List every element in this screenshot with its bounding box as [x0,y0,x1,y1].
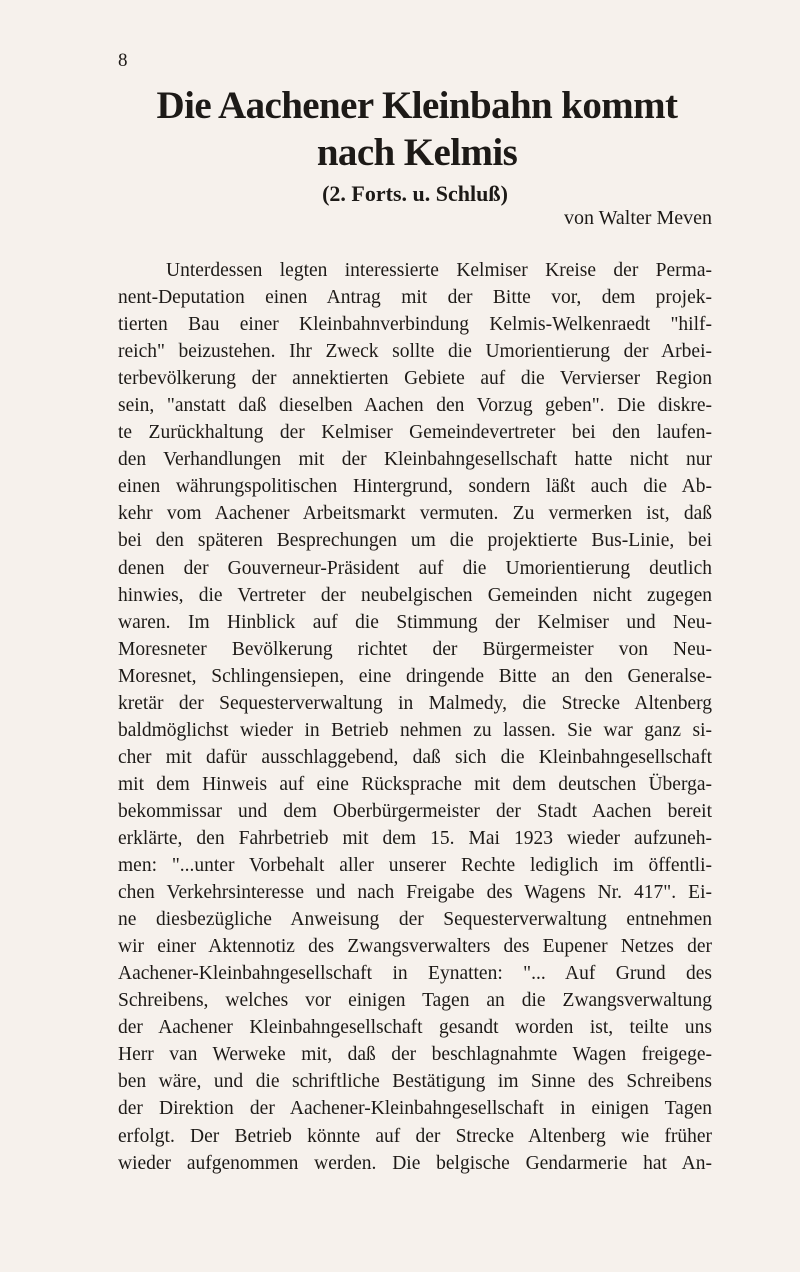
body-line: Herr van Werweke mit, daß der beschlagnahmte Wagen freigege- [118,1044,712,1066]
body-line: einen währungspolitischen Hintergrund, sondern läßt auch die Ab- [118,476,712,498]
body-line: erklärte, den Fahrbetrieb mit dem 15. Mai 1923 wieder aufzuneh- [118,827,712,849]
body-line: Moresneter Bevölkerung richtet der Bürgermeister von Neu- [118,638,712,660]
article-subtitle: (2. Forts. u. Schluß) [322,181,508,206]
body-line: wieder aufgenommen werden. Die belgische Gendarmerie hat An- [118,1152,712,1174]
body-line: nent-Deputation einen Antrag mit der Bitte vor, dem projek- [118,287,712,309]
body-line: tierten Bau einer Kleinbahnverbindung Kelmis-Welkenraedt "hilf- [118,314,712,336]
body-line: der Direktion der Aachener-Kleinbahngesellschaft in einigen Tagen [118,1098,712,1120]
body-line: erfolgt. Der Betrieb könnte auf der Strecke Altenberg wie früher [118,1125,712,1147]
body-line: kretär der Sequesterverwaltung in Malmedy, die Strecke Altenberg [118,692,712,714]
body-line: bei den späteren Besprechungen um die projektierte Bus-Linie, bei [118,530,712,552]
body-line: Unterdessen legten interessierte Kelmiser Kreise der Perma- [166,260,712,281]
body-line: cher mit dafür ausschlaggebend, daß sich die Kleinbahngesellschaft [118,746,712,768]
body-line: wir einer Aktennotiz des Zwangsverwalters des Eupener Netzes der [118,936,712,958]
author-byline: von Walter Meven [564,207,712,229]
body-line: Moresnet, Schlingensiepen, eine dringende Bitte an den Generalse- [118,665,712,687]
body-line: te Zurückhaltung der Kelmiser Gemeindevertreter bei den laufen- [118,422,712,444]
body-line: chen Verkehrsinteresse und nach Freigabe des Wagens Nr. 417". Ei- [118,882,712,904]
article-body [118,257,712,1177]
body-line: waren. Im Hinblick auf die Stimmung der Kelmiser und Neu- [118,611,712,633]
article-title: Die Aachener Kleinbahn kommt nach Kelmis [156,84,678,174]
body-line: kehr vom Aachener Arbeitsmarkt vermuten. Zu vermerken ist, daß [118,503,712,525]
body-line: denen der Gouverneur-Präsident auf die Umorientierung deutlich [118,557,712,579]
body-line: sein, "anstatt daß dieselben Aachen den Vorzug geben". Die diskre- [118,395,712,417]
body-line: den Verhandlungen mit der Kleinbahngesellschaft hatte nicht nur [118,449,712,471]
body-line: bekommissar und dem Oberbürgermeister der Stadt Aachen bereit [118,800,712,822]
body-line: mit dem Hinweis auf eine Rücksprache mit dem deutschen Überga- [118,773,712,795]
body-line: Schreibens, welches vor einigen Tagen an die Zwangsverwaltung [118,990,712,1012]
body-line: men: "...unter Vorbehalt aller unserer Rechte lediglich im öffentli- [118,855,712,877]
body-line: der Aachener Kleinbahngesellschaft gesandt worden ist, teilte uns [118,1017,712,1039]
body-line: ben wäre, und die schriftliche Bestätigung im Sinne des Schreibens [118,1071,712,1093]
body-line: Aachener-Kleinbahngesellschaft in Eynatten: "... Auf Grund des [118,963,712,985]
body-line: hinwies, die Vertreter der neubelgischen Gemeinden nicht zugegen [118,584,712,606]
body-line: terbevölkerung der annektierten Gebiete auf die Vervierser Region [118,368,712,390]
page-number: 8 [118,50,128,71]
body-line: reich" beizustehen. Ihr Zweck sollte die Umorientierung der Arbei- [118,341,712,363]
body-line: baldmöglichst wieder in Betrieb nehmen zu lassen. Sie war ganz si- [118,719,712,741]
body-line: ne diesbezügliche Anweisung der Sequesterverwaltung entnehmen [118,909,712,931]
